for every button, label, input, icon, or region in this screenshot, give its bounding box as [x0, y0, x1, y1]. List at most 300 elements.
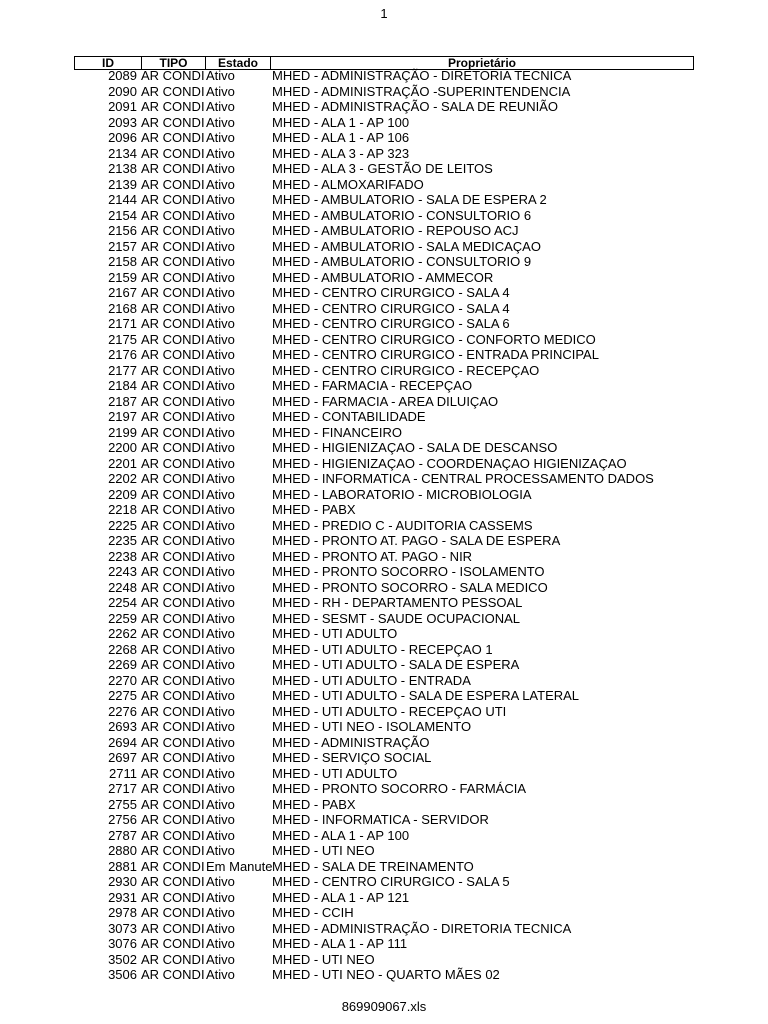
table-row [74, 115, 694, 131]
cell-proprietario: MHED - UTI NEO - QUARTO MÃES 02 [272, 967, 500, 982]
cell-id: 2209 [108, 486, 137, 502]
table-row [74, 704, 694, 720]
cell-tipo: AR CONDI [141, 455, 205, 471]
table-row [74, 859, 694, 875]
table-row [74, 363, 694, 379]
cell-id: 2139 [108, 176, 137, 192]
cell-id: 3506 [108, 967, 137, 982]
table-row [74, 146, 694, 162]
cell-tipo: AR CONDI [141, 362, 205, 378]
cell-id: 2134 [108, 145, 137, 161]
cell-estado: Ativo [206, 285, 235, 300]
cell-proprietario: MHED - ALMOXARIFADO [272, 176, 424, 192]
table-row [74, 456, 694, 472]
cell-id: 2881 [108, 858, 137, 874]
table-row [74, 502, 694, 518]
cell-estado: Ativo [206, 393, 235, 409]
cell-tipo: AR CONDI [141, 812, 205, 827]
cell-id: 2197 [108, 409, 137, 424]
table-row [74, 595, 694, 611]
cell-estado: Ativo [206, 99, 235, 114]
table-row [74, 533, 694, 549]
table-row [74, 378, 694, 394]
header-tipo: TIPO [142, 57, 206, 69]
cell-estado: Ativo [206, 440, 235, 455]
table-row [74, 316, 694, 332]
cell-tipo: AR CONDI [141, 874, 205, 889]
cell-estado: Ativo [206, 967, 235, 982]
cell-id: 2697 [108, 750, 137, 765]
cell-id: 2235 [108, 533, 137, 548]
cell-estado: Ativo [206, 316, 235, 331]
cell-id: 2243 [108, 564, 137, 579]
cell-tipo: AR CONDI [141, 905, 205, 920]
table-row [74, 657, 694, 673]
cell-proprietario: MHED - ALA 3 - GESTÃO DE LEITOS [272, 161, 493, 176]
cell-estado: Ativo [206, 951, 235, 967]
table-row [74, 471, 694, 487]
cell-estado: Ativo [206, 471, 235, 486]
table-row [74, 766, 694, 782]
footer-filename: 869909067.xls [341, 999, 427, 1014]
cell-proprietario: MHED - AMBULATORIO - REPOUSO ACJ [272, 223, 519, 238]
cell-tipo: AR CONDI [141, 533, 205, 548]
cell-id: 2931 [108, 889, 137, 905]
cell-id: 2259 [108, 610, 137, 626]
cell-tipo: AR CONDI [141, 161, 205, 176]
cell-proprietario: MHED - FARMACIA - AREA DILUIÇAO [272, 393, 499, 409]
table-body [74, 68, 694, 983]
cell-estado: Ativo [206, 641, 235, 657]
cell-id: 3076 [108, 936, 137, 951]
cell-id: 2268 [108, 641, 137, 657]
cell-proprietario: MHED - PRONTO SOCORRO - SALA MEDICO [272, 579, 548, 595]
cell-proprietario: MHED - HIGIENIZAÇAO - COORDENAÇAO HIGIENIZAÇAO [272, 455, 627, 471]
cell-proprietario: MHED - PRONTO AT. PAGO - SALA DE ESPERA [272, 533, 561, 548]
cell-estado: Ativo [206, 254, 235, 269]
cell-tipo: AR CONDI [141, 719, 205, 734]
cell-tipo: AR CONDI [141, 130, 205, 145]
cell-tipo: AR CONDI [141, 502, 205, 517]
cell-estado: Ativo [206, 548, 235, 564]
cell-tipo: AR CONDI [141, 68, 205, 83]
cell-tipo: AR CONDI [141, 734, 205, 750]
cell-proprietario: MHED - PABX [272, 796, 356, 812]
cell-proprietario: MHED - CENTRO CIRURGICO - ENTRADA PRINCIPAL [272, 347, 599, 362]
table-row [74, 161, 694, 177]
cell-estado: Ativo [206, 238, 235, 254]
cell-tipo: AR CONDI [141, 269, 205, 285]
cell-estado: Ativo [206, 595, 235, 610]
table-row [74, 812, 694, 828]
cell-id: 2168 [108, 300, 137, 316]
cell-estado: Ativo [206, 719, 235, 734]
cell-estado: Ativo [206, 331, 235, 347]
cell-tipo: AR CONDI [141, 114, 205, 130]
cell-tipo: AR CONDI [141, 83, 205, 99]
cell-estado: Ativo [206, 750, 235, 765]
cell-id: 2177 [108, 362, 137, 378]
cell-id: 2693 [108, 719, 137, 734]
cell-proprietario: MHED - ADMINISTRAÇÃO - SALA DE REUNIÃO [272, 99, 559, 114]
cell-estado: Ativo [206, 130, 235, 145]
cell-proprietario: MHED - PREDIO C - AUDITORIA CASSEMS [272, 517, 533, 533]
table-row [74, 440, 694, 456]
cell-id: 2154 [108, 207, 137, 223]
cell-id: 2270 [108, 672, 137, 688]
cell-estado: Ativo [206, 626, 235, 641]
cell-tipo: AR CONDI [141, 827, 205, 843]
cell-estado: Ativo [206, 920, 235, 936]
table-row [74, 192, 694, 208]
cell-estado: Ativo [206, 145, 235, 161]
cell-tipo: AR CONDI [141, 440, 205, 455]
cell-estado: Ativo [206, 827, 235, 843]
cell-proprietario: MHED - UTI ADULTO - RECEPÇAO UTI [272, 703, 507, 719]
cell-tipo: AR CONDI [141, 238, 205, 254]
table-row [74, 735, 694, 751]
table-row [74, 564, 694, 580]
header-id: ID [75, 57, 142, 69]
cell-proprietario: MHED - UTI ADULTO [272, 626, 398, 641]
cell-estado: Ativo [206, 68, 235, 83]
cell-proprietario: MHED - ALA 1 - AP 106 [272, 130, 410, 145]
cell-proprietario: MHED - ADMINISTRAÇÃO - DIRETORIA TECNICA [272, 920, 572, 936]
cell-tipo: AR CONDI [141, 796, 205, 812]
table-row [74, 130, 694, 146]
cell-estado: Ativo [206, 486, 235, 502]
cell-estado: Ativo [206, 905, 235, 920]
cell-proprietario: MHED - CENTRO CIRURGICO - RECEPÇAO [272, 362, 540, 378]
cell-tipo: AR CONDI [141, 843, 205, 858]
cell-id: 2171 [108, 316, 137, 331]
cell-estado: Ativo [206, 564, 235, 579]
cell-proprietario: MHED - SERVIÇO SOCIAL [272, 750, 432, 765]
cell-estado: Ativo [206, 114, 235, 130]
cell-tipo: AR CONDI [141, 626, 205, 641]
cell-estado: Ativo [206, 424, 235, 440]
cell-id: 2202 [108, 471, 137, 486]
cell-tipo: AR CONDI [141, 486, 205, 502]
cell-tipo: AR CONDI [141, 192, 205, 207]
cell-estado: Ativo [206, 579, 235, 595]
table-row [74, 890, 694, 906]
cell-proprietario: MHED - RH - DEPARTAMENTO PESSOAL [272, 595, 523, 610]
cell-estado: Ativo [206, 796, 235, 812]
cell-proprietario: MHED - FINANCEIRO [272, 424, 402, 440]
cell-estado: Em Manute [206, 858, 272, 874]
table-row [74, 843, 694, 859]
cell-id: 2276 [108, 703, 137, 719]
cell-proprietario: MHED - INFORMATICA - CENTRAL PROCESSAMENTO DADOS [272, 471, 654, 486]
cell-id: 2157 [108, 238, 137, 254]
cell-id: 2238 [108, 548, 137, 564]
cell-proprietario: MHED - CENTRO CIRURGICO - CONFORTO MEDICO [272, 331, 596, 347]
cell-id: 2091 [108, 99, 137, 114]
table-row [74, 688, 694, 704]
table-row [74, 642, 694, 658]
table-row [74, 301, 694, 317]
cell-proprietario: MHED - UTI ADULTO - ENTRADA [272, 672, 471, 688]
cell-tipo: AR CONDI [141, 579, 205, 595]
cell-id: 2755 [108, 796, 137, 812]
cell-estado: Ativo [206, 409, 235, 424]
cell-proprietario: MHED - SESMT - SAUDE OCUPACIONAL [272, 610, 520, 626]
cell-id: 2254 [108, 595, 137, 610]
cell-id: 2138 [108, 161, 137, 176]
cell-estado: Ativo [206, 362, 235, 378]
cell-id: 2175 [108, 331, 137, 347]
cell-proprietario: MHED - UTI NEO [272, 843, 375, 858]
cell-estado: Ativo [206, 347, 235, 362]
cell-tipo: AR CONDI [141, 300, 205, 316]
table-row [74, 99, 694, 115]
table-row [74, 208, 694, 224]
cell-proprietario: MHED - PRONTO AT. PAGO - NIR [272, 548, 473, 564]
cell-tipo: AR CONDI [141, 409, 205, 424]
table-row [74, 487, 694, 503]
cell-proprietario: MHED - ALA 1 - AP 100 [272, 114, 410, 130]
table-row [74, 177, 694, 193]
cell-id: 2248 [108, 579, 137, 595]
table-row [74, 611, 694, 627]
cell-tipo: AR CONDI [141, 610, 205, 626]
cell-id: 2167 [108, 285, 137, 300]
table-row [74, 68, 694, 84]
cell-tipo: AR CONDI [141, 316, 205, 331]
cell-proprietario: MHED - ALA 3 - AP 323 [272, 145, 410, 161]
cell-tipo: AR CONDI [141, 564, 205, 579]
cell-proprietario: MHED - PRONTO SOCORRO - ISOLAMENTO [272, 564, 545, 579]
cell-tipo: AR CONDI [141, 424, 205, 440]
cell-proprietario: MHED - AMBULATORIO - CONSULTORIO 6 [272, 207, 532, 223]
cell-proprietario: MHED - ADMINISTRAÇÃO - DIRETORIA TECNICA [272, 68, 572, 83]
cell-proprietario: MHED - CENTRO CIRURGICO - SALA 4 [272, 300, 510, 316]
cell-proprietario: MHED - AMBULATORIO - CONSULTORIO 9 [272, 254, 532, 269]
cell-proprietario: MHED - FARMACIA - RECEPÇAO [272, 378, 473, 393]
cell-estado: Ativo [206, 176, 235, 192]
cell-id: 3073 [108, 920, 137, 936]
cell-proprietario: MHED - AMBULATORIO - AMMECOR [272, 269, 494, 285]
page-number: 1 [380, 6, 388, 21]
cell-estado: Ativo [206, 936, 235, 951]
cell-estado: Ativo [206, 657, 235, 672]
cell-tipo: AR CONDI [141, 781, 205, 796]
cell-id: 2218 [108, 502, 137, 517]
cell-id: 2787 [108, 827, 137, 843]
cell-tipo: AR CONDI [141, 920, 205, 936]
table-row [74, 580, 694, 596]
cell-id: 2090 [108, 83, 137, 99]
cell-tipo: AR CONDI [141, 99, 205, 114]
table-row [74, 967, 694, 983]
cell-id: 2093 [108, 114, 137, 130]
cell-id: 3502 [108, 951, 137, 967]
cell-id: 2176 [108, 347, 137, 362]
header-proprietario: Proprietário [447, 57, 516, 69]
cell-estado: Ativo [206, 688, 235, 703]
table-row [74, 828, 694, 844]
cell-proprietario: MHED - UTI NEO - ISOLAMENTO [272, 719, 472, 734]
cell-tipo: AR CONDI [141, 471, 205, 486]
cell-estado: Ativo [206, 843, 235, 858]
equipment-table [74, 56, 694, 982]
cell-proprietario: MHED - PRONTO SOCORRO - FARMÁCIA [272, 781, 526, 796]
cell-estado: Ativo [206, 378, 235, 393]
cell-proprietario: MHED - ADMINISTRAÇÃO [272, 734, 430, 750]
cell-proprietario: MHED - UTI ADULTO - SALA DE ESPERA LATERAL [272, 688, 580, 703]
cell-tipo: AR CONDI [141, 750, 205, 765]
cell-proprietario: MHED - ADMINISTRAÇÃO -SUPERINTENDENCIA [272, 83, 571, 99]
cell-proprietario: MHED - LABORATORIO - MICROBIOLOGIA [272, 486, 532, 502]
cell-tipo: AR CONDI [141, 936, 205, 951]
table-row [74, 673, 694, 689]
cell-tipo: AR CONDI [141, 254, 205, 269]
table-row [74, 425, 694, 441]
table-row [74, 254, 694, 270]
cell-tipo: AR CONDI [141, 858, 205, 874]
table-row [74, 874, 694, 890]
table-row [74, 781, 694, 797]
cell-estado: Ativo [206, 703, 235, 719]
cell-id: 2269 [108, 657, 137, 672]
cell-id: 2096 [108, 130, 137, 145]
cell-proprietario: MHED - CCIH [272, 905, 354, 920]
cell-id: 2158 [108, 254, 137, 269]
cell-id: 2144 [108, 192, 137, 207]
cell-id: 2711 [109, 765, 137, 781]
table-row [74, 797, 694, 813]
cell-tipo: AR CONDI [141, 951, 205, 967]
header-estado: Estado [206, 57, 271, 69]
cell-id: 2187 [108, 393, 137, 409]
cell-proprietario: MHED - HIGIENIZAÇAO - SALA DE DESCANSO [272, 440, 558, 455]
cell-id: 2089 [108, 68, 137, 83]
cell-tipo: AR CONDI [141, 967, 205, 982]
cell-estado: Ativo [206, 734, 235, 750]
cell-tipo: AR CONDI [141, 331, 205, 347]
table-row [74, 952, 694, 968]
cell-estado: Ativo [206, 889, 235, 905]
cell-tipo: AR CONDI [141, 703, 205, 719]
cell-tipo: AR CONDI [141, 145, 205, 161]
cell-estado: Ativo [206, 765, 235, 781]
cell-tipo: AR CONDI [141, 393, 205, 409]
cell-proprietario: MHED - AMBULATORIO - SALA DE ESPERA 2 [272, 192, 547, 207]
cell-proprietario: MHED - ALA 1 - AP 100 [272, 827, 410, 843]
table-row [74, 518, 694, 534]
cell-estado: Ativo [206, 83, 235, 99]
cell-estado: Ativo [206, 781, 235, 796]
cell-estado: Ativo [206, 161, 235, 176]
cell-id: 2694 [108, 734, 137, 750]
cell-id: 2930 [108, 874, 137, 889]
cell-estado: Ativo [206, 192, 235, 207]
cell-id: 2262 [108, 626, 137, 641]
cell-proprietario: MHED - CENTRO CIRURGICO - SALA 4 [272, 285, 510, 300]
cell-id: 2156 [108, 223, 137, 238]
cell-proprietario: MHED - ALA 1 - AP 121 [272, 889, 410, 905]
cell-tipo: AR CONDI [141, 176, 205, 192]
table-row [74, 549, 694, 565]
cell-id: 2184 [108, 378, 137, 393]
cell-tipo: AR CONDI [141, 889, 205, 905]
cell-proprietario: MHED - INFORMATICA - SERVIDOR [272, 812, 489, 827]
cell-proprietario: MHED - PABX [272, 502, 356, 517]
table-row [74, 239, 694, 255]
cell-proprietario: MHED - CENTRO CIRURGICO - SALA 6 [272, 316, 510, 331]
table-row [74, 332, 694, 348]
cell-estado: Ativo [206, 269, 235, 285]
table-row [74, 285, 694, 301]
cell-tipo: AR CONDI [141, 688, 205, 703]
cell-tipo: AR CONDI [141, 672, 205, 688]
cell-estado: Ativo [206, 223, 235, 238]
cell-id: 2880 [108, 843, 137, 858]
cell-tipo: AR CONDI [141, 657, 205, 672]
cell-tipo: AR CONDI [141, 285, 205, 300]
cell-estado: Ativo [206, 874, 235, 889]
cell-estado: Ativo [206, 207, 235, 223]
cell-proprietario: MHED - UTI ADULTO - RECEPÇAO 1 [272, 641, 493, 657]
cell-proprietario: MHED - AMBULATORIO - SALA MEDICAÇAO [272, 238, 541, 254]
cell-proprietario: MHED - ALA 1 - AP 111 [272, 936, 408, 951]
table-row [74, 409, 694, 425]
cell-proprietario: MHED - UTI ADULTO [272, 765, 398, 781]
table-row [74, 84, 694, 100]
cell-estado: Ativo [206, 610, 235, 626]
cell-tipo: AR CONDI [141, 223, 205, 238]
cell-estado: Ativo [206, 455, 235, 471]
cell-tipo: AR CONDI [141, 207, 205, 223]
cell-estado: Ativo [206, 517, 235, 533]
cell-id: 2199 [108, 424, 137, 440]
cell-tipo: AR CONDI [141, 765, 205, 781]
cell-tipo: AR CONDI [141, 641, 205, 657]
cell-tipo: AR CONDI [141, 347, 205, 362]
cell-proprietario: MHED - UTI NEO [272, 951, 375, 967]
cell-estado: Ativo [206, 812, 235, 827]
table-row [74, 921, 694, 937]
table-row [74, 394, 694, 410]
cell-id: 2225 [108, 517, 137, 533]
cell-estado: Ativo [206, 672, 235, 688]
cell-id: 2978 [108, 905, 137, 920]
cell-tipo: AR CONDI [141, 595, 205, 610]
table-row [74, 750, 694, 766]
cell-tipo: AR CONDI [141, 548, 205, 564]
cell-proprietario: MHED - UTI ADULTO - SALA DE ESPERA [272, 657, 520, 672]
table-row [74, 270, 694, 286]
cell-estado: Ativo [206, 300, 235, 316]
table-row [74, 719, 694, 735]
cell-tipo: AR CONDI [141, 378, 205, 393]
cell-id: 2159 [108, 269, 137, 285]
cell-id: 2717 [108, 781, 137, 796]
cell-estado: Ativo [206, 533, 235, 548]
cell-id: 2200 [108, 440, 137, 455]
table-row [74, 223, 694, 239]
cell-proprietario: MHED - SALA DE TREINAMENTO [272, 858, 474, 874]
cell-id: 2275 [108, 688, 137, 703]
table-row [74, 936, 694, 952]
table-row [74, 905, 694, 921]
cell-proprietario: MHED - CENTRO CIRURGICO - SALA 5 [272, 874, 510, 889]
table-row [74, 347, 694, 363]
cell-tipo: AR CONDI [141, 517, 205, 533]
cell-id: 2201 [108, 455, 137, 471]
table-row [74, 626, 694, 642]
